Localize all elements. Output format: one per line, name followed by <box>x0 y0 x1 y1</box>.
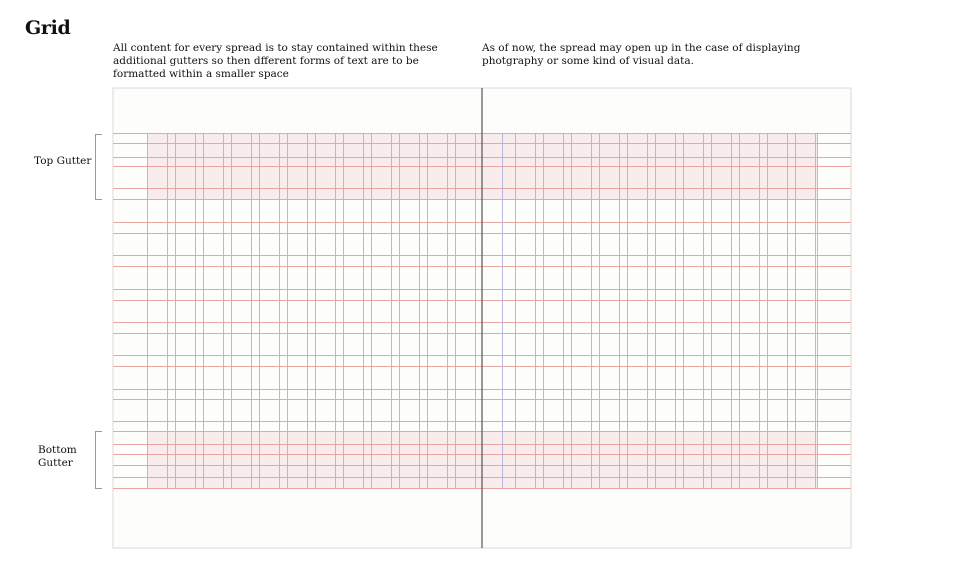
note-gutters: All content for every spread is to stay contained within these additional gutters so then dfferent forms of text are to be formatted within a smaller space <box>113 42 438 80</box>
page-title: Grid <box>25 17 71 39</box>
note-spread: As of now, the spread may open up in the case of displaying photgraphy or some kind of visual data. <box>482 42 801 67</box>
top-gutter-label: Top Gutter <box>34 155 92 167</box>
bottom-gutter-label: Bottom Gutter <box>38 444 77 469</box>
